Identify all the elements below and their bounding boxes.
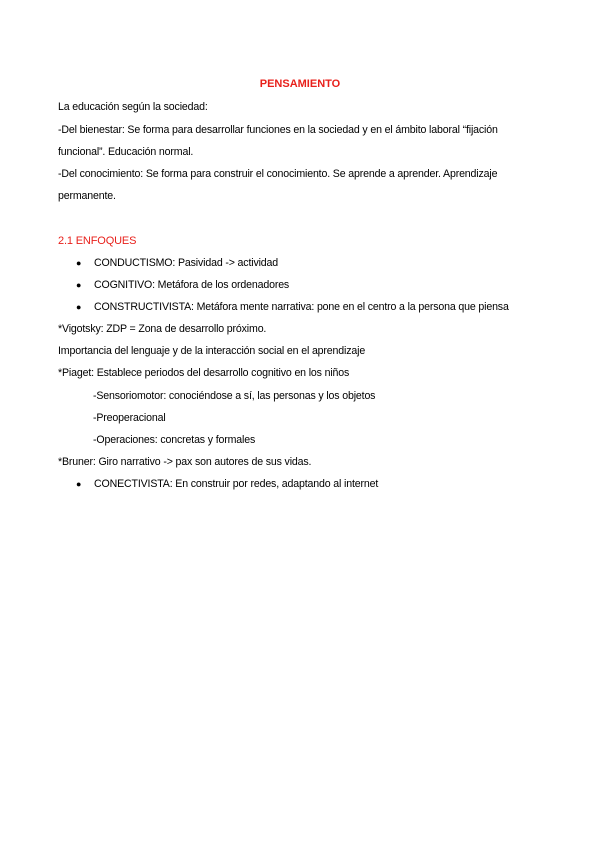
bruner-text: *Bruner: Giro narrativo -> pax son autores de sus vidas. xyxy=(58,456,312,468)
list-item-text: CONSTRUCTIVISTA: Metáfora mente narrativa: pone en el centro a la persona que piensa xyxy=(94,301,509,313)
intro-text: La educación según la sociedad: xyxy=(58,101,208,113)
bullet-icon: ● xyxy=(76,302,82,312)
bullet-icon: ● xyxy=(76,479,82,489)
bienestar-line-2: funcional”. Educación normal. xyxy=(58,146,194,158)
section-heading: 2.1 ENFOQUES xyxy=(58,235,137,247)
vigotsky-text: *Vigotsky: ZDP = Zona de desarrollo próximo. xyxy=(58,323,267,335)
list-item xyxy=(76,257,278,269)
conocimiento-line-2: permanente. xyxy=(58,190,116,202)
bullet-icon: ● xyxy=(76,258,82,268)
page-title: PENSAMIENTO xyxy=(259,78,341,90)
piaget-stage: -Operaciones: concretas y formales xyxy=(93,434,256,446)
piaget-text: *Piaget: Establece periodos del desarrollo cognitivo en los niños xyxy=(58,367,350,379)
list-item-text: CONDUCTISMO: Pasividad -> actividad xyxy=(94,257,279,269)
list-item xyxy=(76,301,509,313)
list-item-text: COGNITIVO: Metáfora de los ordenadores xyxy=(94,279,290,291)
bienestar-line-1: -Del bienestar: Se forma para desarrollar funciones en la sociedad y en el ámbito laboral “fijación xyxy=(58,124,498,136)
importancia-text: Importancia del lenguaje y de la interacción social en el aprendizaje xyxy=(58,345,366,357)
conocimiento-line-1: -Del conocimiento: Se forma para construir el conocimiento. Se aprende a aprender. Aprendizaje xyxy=(58,168,498,180)
list-item-text: CONECTIVISTA: En construir por redes, adaptando al internet xyxy=(94,478,379,490)
bullet-icon: ● xyxy=(76,280,82,290)
list-item xyxy=(76,279,289,291)
piaget-stage: -Sensoriomotor: conociéndose a sí, las personas y los objetos xyxy=(93,390,376,402)
list-item xyxy=(76,478,378,490)
piaget-stage: -Preoperacional xyxy=(93,412,166,424)
